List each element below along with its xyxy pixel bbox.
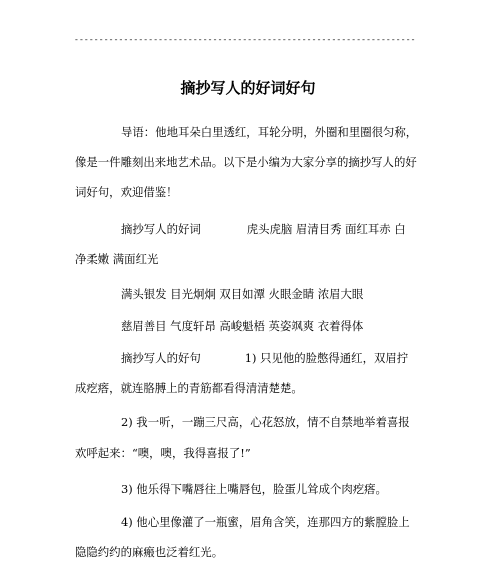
sentence-1-start: 1) 只见他的脸憋得通红，双眉拧 bbox=[244, 351, 409, 365]
words-row-1 bbox=[121, 222, 406, 236]
sentences-heading: 摘抄写人的好句 bbox=[121, 351, 201, 365]
intro-line-2: 像是一件雕刻出来地艺术品。以下是小编为大家分享的摘抄写人的好 bbox=[75, 155, 417, 169]
page-title: 摘抄写人的好词好句 bbox=[180, 79, 316, 97]
intro-line-1: 导语：他地耳朵白里透红，耳轮分明，外圈和里圈很匀称， bbox=[121, 125, 418, 139]
words-row-3: 慈眉善目 气度轩昂 高峻魁梧 英姿飒爽 衣着得体 bbox=[121, 319, 364, 333]
sentence-2-start: 2) 我一听，一蹦三尺高，心花怒放，情不自禁地举着喜报 bbox=[121, 415, 410, 429]
sentence-2-end: 欢呼起来：“噢，噢，我得喜报了!” bbox=[75, 446, 251, 460]
sentence-3: 3) 他乐得下嘴唇往上嘴唇包，脸蛋儿耸成个肉疙瘩。 bbox=[121, 482, 387, 496]
words-row-1-cont: 净柔嫩 满面红光 bbox=[75, 252, 159, 266]
sentence-4-start: 4) 他心里像灌了一瓶蜜，眉角含笑，连那四方的紫膛脸上 bbox=[121, 515, 410, 529]
sentences-row-1 bbox=[121, 351, 408, 365]
sentence-1-end: 成疙瘩，就连胳膊上的青筋都看得清清楚楚。 bbox=[75, 381, 303, 395]
words-row-1-tail: 虎头虎脑 眉清目秀 面红耳赤 白 bbox=[246, 222, 406, 236]
words-row-2: 满头银发 目光炯炯 双目如潭 火眼金睛 浓眉大眼 bbox=[121, 287, 364, 301]
words-heading: 摘抄写人的好词 bbox=[121, 222, 201, 236]
header-dashed-rule: --------------------------------------------------------------------- bbox=[74, 37, 416, 45]
intro-line-3: 词好句，欢迎借鉴！ bbox=[75, 185, 178, 199]
sentence-4-end: 隐隐约约的麻瘢也泛着红光。 bbox=[75, 545, 224, 559]
